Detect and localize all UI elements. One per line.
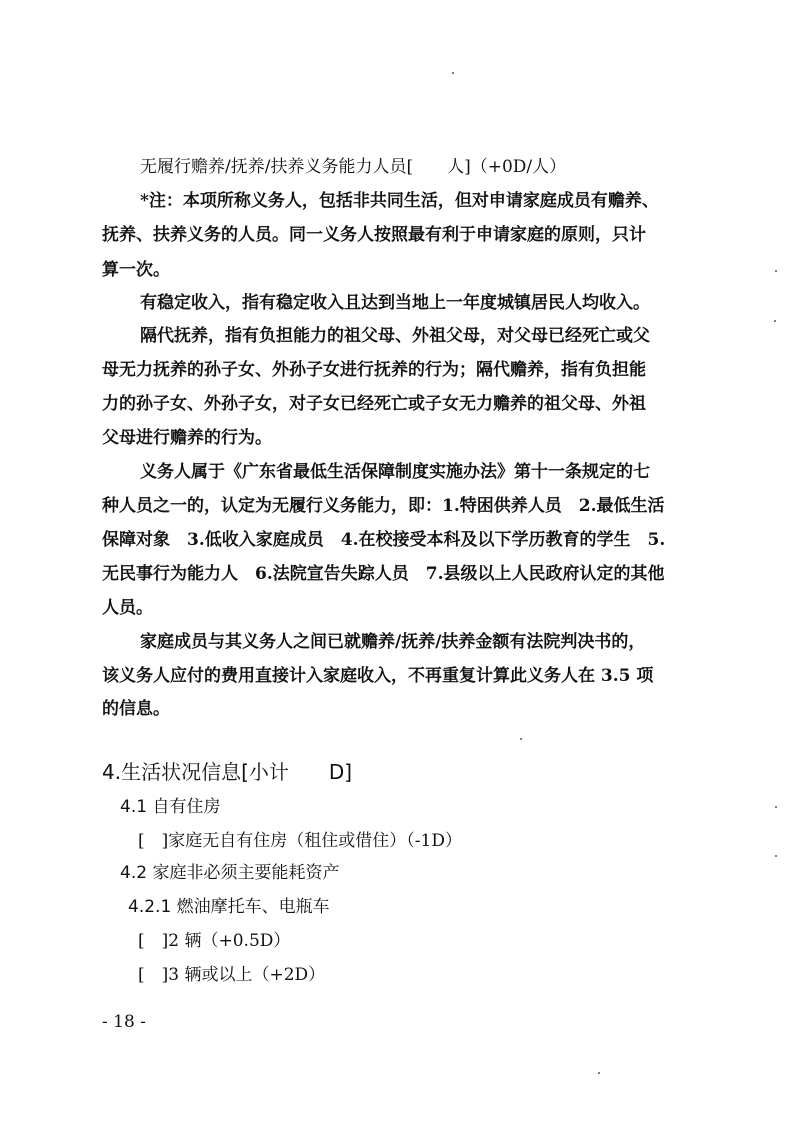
- section-4-1-title: 4.1 自有住房: [120, 797, 221, 817]
- intergen-line-2: 母无力抚养的孙子女、外孙子女进行抚养的行为；隔代赡养，指有负担能: [102, 360, 646, 380]
- obligor-line-2: 种人员之一的，认定为无履行义务能力，即：1.特困供养人员 2.最低生活: [102, 496, 665, 516]
- page-number: - 18 -: [102, 1012, 146, 1032]
- scan-speck: [774, 320, 776, 322]
- intergen-line-4: 父母进行赡养的行为。: [102, 428, 272, 448]
- section-4-2-1-option-2: [ ]3 辆或以上（+2D）: [138, 965, 326, 985]
- scan-speck: [775, 270, 777, 272]
- court-line-2: 该义务人应付的费用直接计入家庭收入，不再重复计算此义务人在 3.5 项: [102, 666, 654, 686]
- section-4-1-option: [ ]家庭无自有住房（租住或借住）（-1D）: [138, 831, 462, 851]
- scan-speck: [775, 855, 777, 857]
- intergen-line-3: 力的孙子女、外孙子女，对子女已经死亡或子女无力赡养的祖父母、外祖: [102, 394, 646, 414]
- obligor-line-5: 人员。: [102, 598, 153, 618]
- court-line-3: 的信息。: [102, 699, 170, 719]
- court-line-1: 家庭成员与其义务人之间已就赡养/抚养/扶养金额有法院判决书的，: [140, 632, 646, 652]
- section-4-2-1-title: 4.2.1 燃油摩托车、电瓶车: [128, 897, 330, 917]
- intergen-line-1: 隔代抚养，指有负担能力的祖父母、外祖父母，对父母已经死亡或父: [140, 326, 650, 346]
- note-line-2: 抚养、扶养义务的人员。同一义务人按照最有利于申请家庭的原则，只计: [102, 225, 646, 245]
- scan-speck: [775, 806, 777, 808]
- scan-speck: [598, 1072, 600, 1074]
- obligor-line-1: 义务人属于《广东省最低生活保障制度实施办法》第十一条规定的七: [140, 462, 650, 482]
- intro-line: 无履行赡养/抚养/扶养义务能力人员[ 人]（+0D/人）: [140, 157, 567, 177]
- obligor-line-3: 保障对象 3.低收入家庭成员 4.在校接受本科及以下学历教育的学生 5.: [102, 530, 666, 550]
- note-line-3: 算一次。: [102, 260, 170, 280]
- section-4-title: 4.生活状况信息[小计 D]: [102, 760, 353, 784]
- scan-speck: [452, 72, 454, 74]
- section-4-2-1-option-1: [ ]2 辆（+0.5D）: [138, 931, 291, 951]
- obligor-line-4: 无民事行为能力人 6.法院宣告失踪人员 7.县级以上人民政府认定的其他: [102, 564, 665, 584]
- stable-income-line: 有稳定收入，指有稳定收入且达到当地上一年度城镇居民人均收入。: [140, 293, 650, 313]
- note-line-1: *注：本项所称义务人，包括非共同生活，但对申请家庭成员有赡养、: [140, 191, 659, 211]
- section-4-2-title: 4.2 家庭非必须主要能耗资产: [120, 863, 340, 883]
- scan-speck: [520, 738, 522, 740]
